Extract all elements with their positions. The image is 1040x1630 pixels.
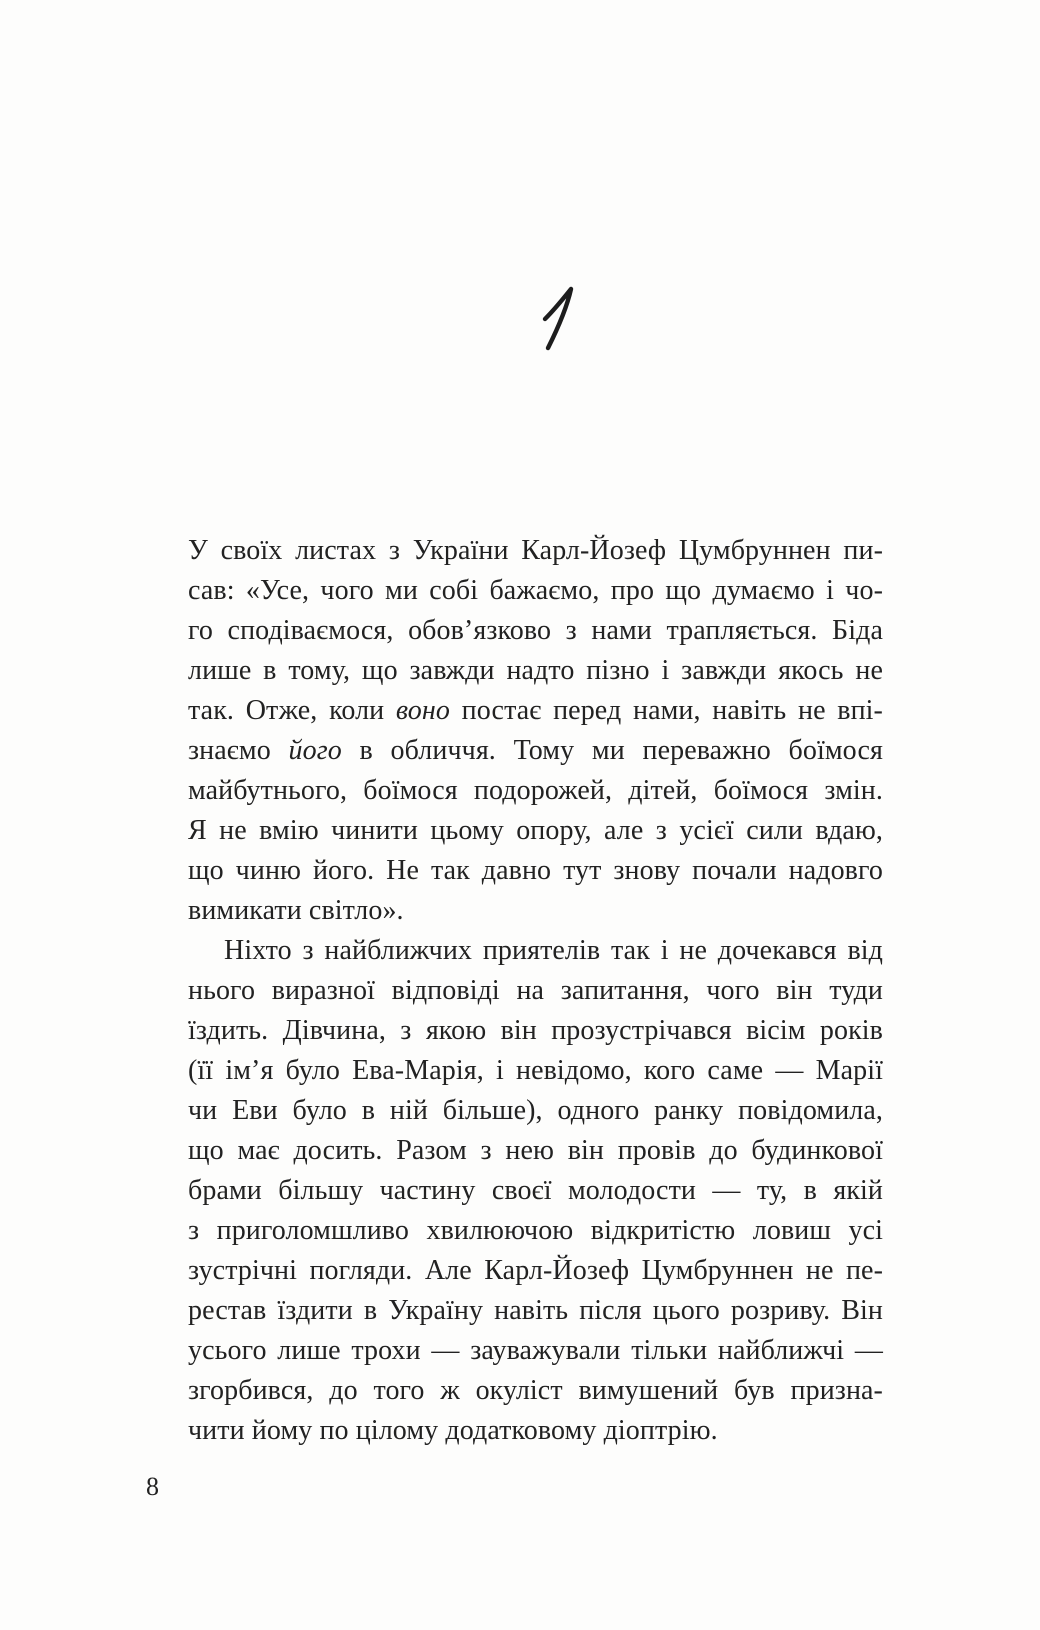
text-line: Ніхто з найближчих приятелів так і не дочекався від (224, 935, 883, 966)
text-line: з приголомшливо хвилюючою відкритістю ловиш усі (188, 1215, 883, 1246)
text-line: майбутнього, боїмося подорожей, дітей, боїмося змін. (188, 775, 883, 806)
text-line: сав: «Усе, чого ми собі бажаємо, про що думаємо і чо- (188, 575, 883, 606)
text-segment: постає перед нами, навіть не впі- (450, 695, 883, 726)
page-number: 8 (146, 1472, 159, 1501)
text-line: нього виразної відповіді на запитання, чого він туди (188, 975, 883, 1006)
text-line: Я не вмію чинити цьому опору, але з усієї сили вдаю, (188, 815, 883, 846)
text-line: усього лише трохи — зауважували тільки найближчі — (188, 1335, 883, 1366)
text-line: їздить. Дівчина, з якою він прозустрічався вісім років (188, 1015, 883, 1046)
text-line: згорбився, до того ж окуліст вимушений був призна- (188, 1375, 883, 1406)
text-segment-italic: його (288, 735, 342, 766)
text-line (188, 731, 883, 771)
text-line: У своїх листах з України Карл-Йозеф Цумбруннен пи- (188, 535, 883, 566)
text-line: зустрічні погляди. Але Карл-Йозеф Цумбруннен не пе- (188, 1255, 883, 1286)
chapter-number (536, 282, 580, 356)
text-line: (її ім’я було Ева-Марія, і невідомо, кого саме — Марії (188, 1055, 883, 1086)
text-line: брами більшу частину своєї молодости — ту, в якій (188, 1175, 883, 1206)
text-line: чити йому по цілому додатковому діоптрію. (188, 1415, 718, 1446)
text-segment: знаємо (188, 735, 289, 766)
text-line: рестав їздити в Україну навіть після цього розриву. Він (188, 1295, 883, 1326)
text-segment-italic: воно (395, 695, 450, 726)
text-segment: в обличчя. Тому ми переважно боїмося (341, 735, 883, 766)
body-text (188, 531, 883, 1451)
text-line: чи Еви було в ній більше), одного ранку повідомила, (188, 1095, 883, 1126)
text-line: лише в тому, що завжди надто пізно і завжди якось не (188, 655, 883, 686)
text-line: го сподіваємося, обов’язково з нами трапляється. Біда (188, 615, 883, 646)
text-line: що має досить. Разом з нею він провів до будинкової (188, 1135, 883, 1166)
text-line (188, 691, 883, 731)
text-line: вимикати світло». (188, 895, 404, 926)
handwritten-one-icon (536, 282, 580, 356)
text-segment: так. Отже, коли (188, 695, 396, 726)
text-line: що чиню його. Не так давно тут знову почали надовго (188, 855, 883, 886)
